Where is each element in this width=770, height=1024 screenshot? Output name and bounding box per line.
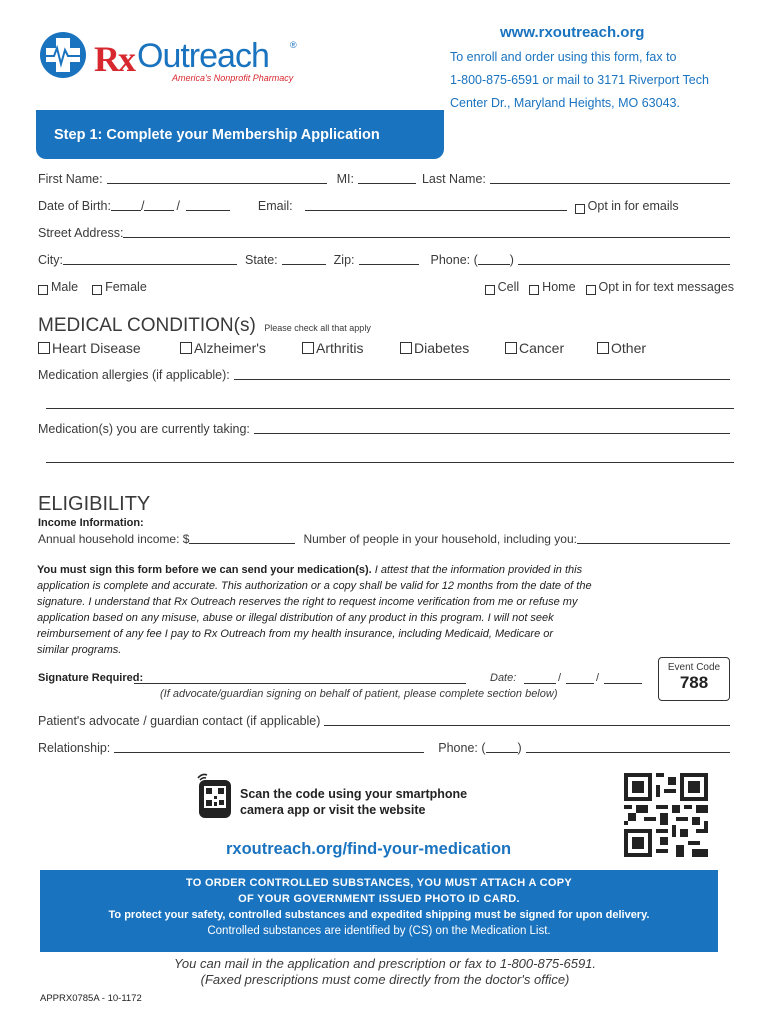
attest-bold: You must sign this form before we can send your medication(s).	[37, 564, 372, 576]
arthritis-checkbox[interactable]	[302, 342, 314, 354]
notice-line-4: Controlled substances are identified by (CS) on the Medication List.	[207, 925, 551, 937]
logo-registered: ®	[290, 40, 297, 50]
signature-row	[38, 672, 648, 688]
state-field[interactable]	[282, 253, 326, 265]
income-info-label: Income Information:	[38, 517, 144, 529]
website-link[interactable]: www.rxoutreach.org	[500, 24, 645, 41]
attestation: You must sign this form before we can send your medication(s). I attest that the information provided in this application is complete and accurate. This authorization or a copy shall be valid for 12 months from the date of the signature. I understand that Rx Outreach reserves the right to request income verification from me or refuse my application based on any misuse, abuse or illegal distribution of any product in this program. I will not seek reimbursement of any fee I pay to Rx Outreach from my health insurance, including Medicaid, Medicare or similar programs.	[37, 564, 592, 656]
cell-label: Cell	[497, 280, 520, 294]
mi-field[interactable]	[358, 172, 416, 184]
condition-arthritis[interactable]: Arthritis	[302, 340, 363, 356]
scan-line-1: Scan the code using your smartphone	[240, 787, 468, 801]
step1-banner	[36, 110, 444, 159]
medical-subtitle: Please check all that apply	[264, 323, 371, 333]
email-field[interactable]	[305, 199, 567, 211]
enroll-line-3: Center Dr., Maryland Heights, MO 63043.	[450, 96, 680, 110]
taking-field[interactable]	[254, 422, 730, 434]
cancer-checkbox[interactable]	[505, 342, 517, 354]
condition-cancer[interactable]: Cancer	[505, 340, 564, 356]
first-name-label: First Name:	[38, 172, 103, 186]
opt-emails-label: Opt in for emails	[587, 199, 679, 213]
name-row	[38, 172, 734, 186]
street-field[interactable]	[123, 226, 730, 238]
street-row	[38, 226, 734, 240]
notice-line-1: TO ORDER CONTROLLED SUBSTANCES, YOU MUST ATTACH A COPY	[185, 877, 573, 889]
female-checkbox[interactable]	[92, 285, 102, 295]
dob-sep-2: /	[176, 199, 180, 213]
household-label: Number of people in your household, including you:	[303, 532, 577, 546]
step1-title: Step 1: Complete your Membership Application	[54, 127, 380, 143]
allergies-label: Medication allergies (if applicable):	[38, 368, 230, 382]
advocate-phone-label: Phone: (	[438, 741, 486, 755]
dob-sep-1: /	[140, 199, 145, 213]
logo-outreach: Outreach	[137, 37, 269, 75]
condition-diabetes[interactable]: Diabetes	[400, 340, 469, 356]
advocate-field[interactable]	[324, 714, 730, 726]
signature-field[interactable]	[134, 672, 466, 684]
allergies-row	[38, 368, 734, 382]
date-sep-2: /	[596, 672, 600, 684]
last-name-label: Last Name:	[421, 172, 486, 186]
condition-alzheimers[interactable]: Alzheimer's	[180, 340, 266, 356]
phone-label: Phone: (	[430, 253, 478, 267]
phone-area-field[interactable]	[478, 253, 510, 265]
smartphone-icon	[194, 772, 236, 820]
date-year-field[interactable]	[604, 672, 642, 684]
relationship-row	[38, 741, 734, 755]
allergies-field[interactable]	[234, 368, 730, 380]
street-label: Street Address:	[38, 226, 124, 240]
city-row	[38, 253, 734, 267]
email-label: Email:	[257, 199, 293, 213]
male-checkbox[interactable]	[38, 285, 48, 295]
enroll-line-2: 1-800-875-6591 or mail to 3171 Riverport Tech	[450, 73, 709, 87]
advocate-label: Patient's advocate / guardian contact (if applicable)	[38, 714, 321, 728]
date-label: Date:	[490, 672, 517, 684]
eligibility-title: ELIGIBILITY	[38, 493, 151, 515]
opt-text-checkbox[interactable]	[586, 285, 596, 295]
condition-heart-disease[interactable]: Heart Disease	[38, 340, 141, 356]
last-name-field[interactable]	[490, 172, 730, 184]
signature-label: Signature Required:	[38, 672, 144, 684]
dob-label: Date of Birth:	[38, 199, 111, 213]
dob-day-field[interactable]	[144, 199, 174, 211]
city-label: City:	[38, 253, 63, 267]
cell-checkbox[interactable]	[485, 285, 495, 295]
taking-label: Medication(s) you are currently taking:	[38, 422, 250, 436]
condition-other[interactable]: Other	[597, 340, 646, 356]
opt-emails-checkbox[interactable]	[575, 204, 585, 214]
advocate-note: (If advocate/guardian signing on behalf of patient, please complete section below)	[160, 688, 558, 700]
relationship-label: Relationship:	[38, 741, 111, 755]
notice-line-3: To protect your safety, controlled substances and expedited shipping must be signed for upon delivery.	[108, 909, 650, 921]
city-field[interactable]	[63, 253, 237, 265]
qr-code[interactable]	[624, 773, 708, 857]
medical-title-row	[38, 315, 371, 337]
zip-label: Zip:	[333, 253, 355, 267]
advocate-phone-close: )	[517, 741, 522, 755]
footer-line-2: (Faxed prescriptions must come directly from the doctor's office)	[200, 972, 570, 987]
household-field[interactable]	[577, 532, 730, 544]
logo	[40, 32, 300, 84]
date-month-field[interactable]	[524, 672, 556, 684]
allergies-field-2[interactable]	[46, 408, 734, 409]
home-checkbox[interactable]	[529, 285, 539, 295]
controlled-substances-notice	[40, 870, 718, 952]
advocate-phone-area-field[interactable]	[486, 741, 518, 753]
date-day-field[interactable]	[566, 672, 594, 684]
gender-row	[38, 280, 734, 294]
relationship-field[interactable]	[114, 741, 424, 753]
male-label: Male	[51, 280, 79, 294]
income-row	[38, 532, 734, 546]
find-medication-link[interactable]: rxoutreach.org/find-your-medication	[226, 840, 512, 858]
advocate-phone-field[interactable]	[526, 741, 730, 753]
annual-income-label: Annual household income: $	[38, 532, 190, 546]
advocate-row	[38, 714, 734, 728]
notice-line-2: OF YOUR GOVERNMENT ISSUED PHOTO ID CARD.	[238, 893, 520, 905]
opt-text-label: Opt in for text messages	[598, 280, 734, 294]
logo-rx: Rx	[94, 39, 134, 79]
zip-field[interactable]	[359, 253, 419, 265]
phone-field[interactable]	[518, 253, 730, 265]
alzheimers-checkbox[interactable]	[180, 342, 192, 354]
diabetes-checkbox[interactable]	[400, 342, 412, 354]
event-code-box	[658, 657, 730, 701]
taking-row	[38, 422, 734, 436]
medical-title: MEDICAL CONDITION(s)	[38, 315, 256, 336]
logo-heart-monitor-icon	[40, 32, 86, 78]
heart-disease-checkbox[interactable]	[38, 342, 50, 354]
event-code-value: 788	[679, 673, 709, 692]
phone-close: )	[509, 253, 514, 267]
form-code: APPRX0785A - 10-1172	[40, 993, 142, 1004]
footer-line-1: You can mail in the application and prescription or fax to 1-800-875-6591.	[173, 956, 597, 971]
logo-tagline: America's Nonprofit Pharmacy	[172, 73, 294, 83]
female-label: Female	[105, 280, 147, 294]
home-label: Home	[542, 280, 576, 294]
other-checkbox[interactable]	[597, 342, 609, 354]
dob-year-field[interactable]	[186, 199, 230, 211]
taking-field-2[interactable]	[46, 462, 734, 463]
first-name-field[interactable]	[107, 172, 327, 184]
event-code-label: Event Code	[667, 662, 721, 673]
conditions-row	[38, 340, 738, 358]
enroll-line-1: To enroll and order using this form, fax to	[450, 50, 677, 64]
state-label: State:	[245, 253, 278, 267]
annual-income-field[interactable]	[189, 532, 295, 544]
scan-line-2: camera app or visit the website	[240, 803, 426, 817]
mi-label: MI:	[336, 172, 354, 186]
dob-month-field[interactable]	[111, 199, 141, 211]
dob-row	[38, 199, 734, 213]
date-sep-1: /	[558, 672, 562, 684]
